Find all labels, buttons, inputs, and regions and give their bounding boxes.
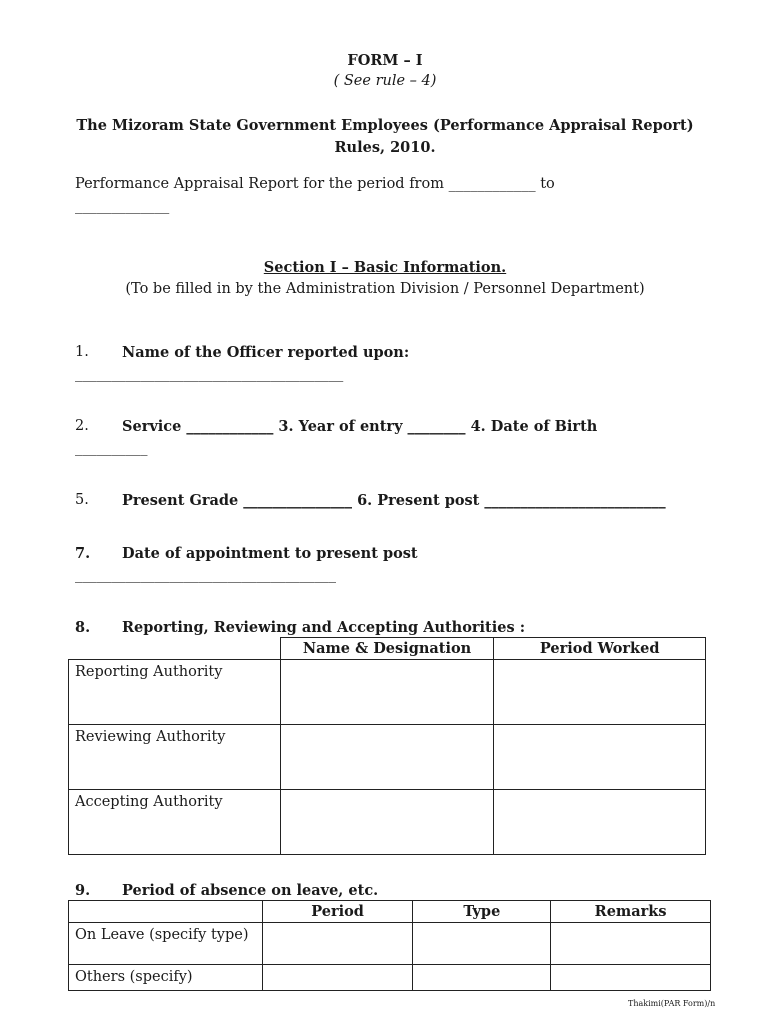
form-title: FORM – I [347,52,423,69]
rule-reference: ( See rule – 4) [333,73,437,89]
others-period-cell[interactable] [262,965,413,991]
others-type-cell[interactable] [413,965,551,991]
on-leave-remarks-cell[interactable] [551,923,711,965]
item-8-label: Reporting, Reviewing and Accepting Authorities : [122,619,526,636]
accepting-name-cell[interactable] [280,790,494,855]
accepting-period-cell[interactable] [494,790,706,855]
reviewing-name-cell[interactable] [280,725,494,790]
item-2-number: 2. [75,418,89,434]
authorities-header-blank [69,638,281,660]
table-row [69,965,711,991]
on-leave-period-cell[interactable] [262,923,413,965]
section-subtitle: (To be filled in by the Administration Division / Personnel Department) [125,281,645,297]
act-title-line1: The Mizoram State Government Employees (Performance Appraisal Report) [76,117,694,134]
others-label: Others (specify) [69,965,263,991]
reporting-period-cell[interactable] [494,660,706,725]
item-8-number: 8. [75,619,91,636]
item-2-4-line: Service ____________ 3. Year of entry ________ 4. Date of Birth [122,418,598,435]
period-line-blank: _____________ [75,198,170,214]
item-5-6-line: Present Grade _______________ 6. Present post _________________________ [122,492,666,509]
others-remarks-cell[interactable] [551,965,711,991]
on-leave-label: On Leave (specify type) [69,923,263,965]
authorities-header-period: Period Worked [494,638,706,660]
item-9-number: 9. [75,882,91,899]
reporting-name-cell[interactable] [280,660,494,725]
leave-table [68,900,711,991]
item-7-blank: ____________________________________ [75,567,336,583]
item-7-number: 7. [75,545,91,562]
item-1-blank: _____________________________________ [75,366,344,382]
footer-reference: Thakimi(PAR Form)/n [628,999,716,1008]
section-title: Section I – Basic Information. [263,259,507,276]
item-9-label: Period of absence on leave, etc. [122,882,379,899]
reviewing-period-cell[interactable] [494,725,706,790]
reviewing-authority-label: Reviewing Authority [69,725,281,790]
leave-header-remarks: Remarks [551,901,711,923]
leave-header-blank [69,901,263,923]
reporting-authority-label: Reporting Authority [69,660,281,725]
table-row [69,923,711,965]
authorities-table [68,637,706,855]
table-row [69,660,706,725]
item-1-label: Name of the Officer reported upon: [122,344,410,361]
item-5-number: 5. [75,492,89,508]
item-1-number: 1. [75,344,89,360]
leave-header-period: Period [262,901,413,923]
table-row [69,790,706,855]
item-7-label: Date of appointment to present post [122,545,418,562]
act-title-line2: Rules, 2010. [334,139,436,156]
leave-header-type: Type [413,901,551,923]
on-leave-type-cell[interactable] [413,923,551,965]
item-4-blank: __________ [75,440,148,456]
authorities-header-name: Name & Designation [280,638,494,660]
accepting-authority-label: Accepting Authority [69,790,281,855]
period-line: Performance Appraisal Report for the period from ____________ to [75,176,555,192]
table-row [69,725,706,790]
